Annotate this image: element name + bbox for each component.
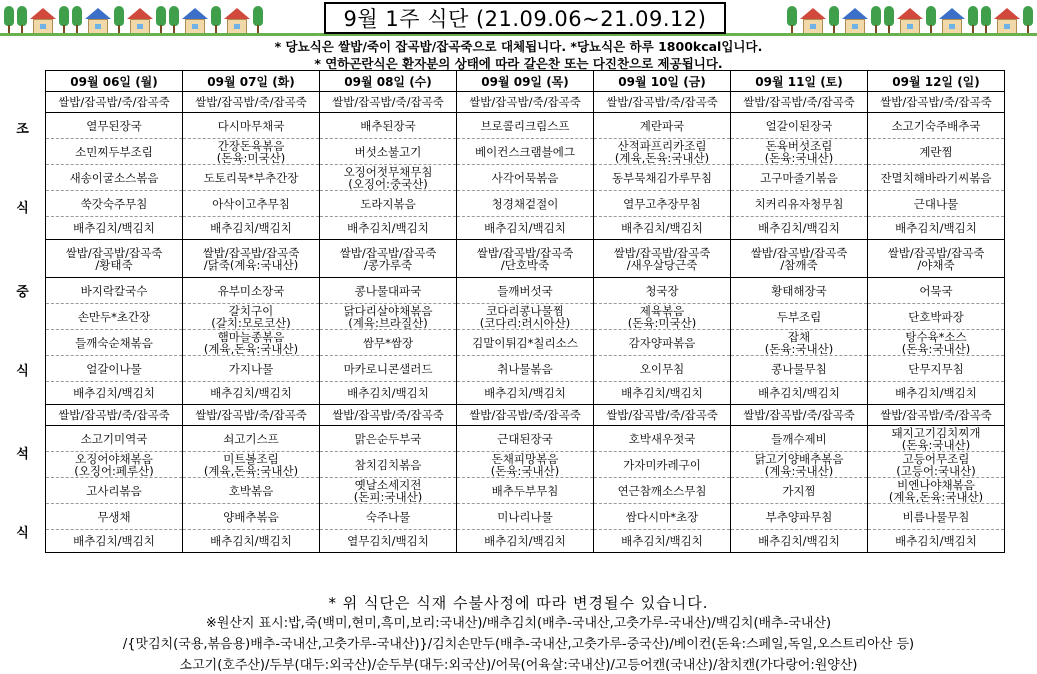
menu-item: 배추김치/백김치 bbox=[320, 217, 457, 240]
menu-item: 열무고추장무침 bbox=[594, 191, 731, 217]
tree-icon bbox=[72, 6, 82, 34]
menu-row-breakfast bbox=[46, 92, 1005, 113]
menu-item: 옛날소세지전 (돈피:국내산) bbox=[320, 478, 457, 504]
menu-item: 소고기숙주배추국 bbox=[868, 113, 1005, 139]
menu-item: 갈치구이 (갈치:모로코산) bbox=[183, 304, 320, 330]
menu-item: 열무된장국 bbox=[46, 113, 183, 139]
tree-icon bbox=[926, 6, 936, 34]
menu-item: 쌀밥/잡곡밥/죽/잡곡죽 bbox=[731, 405, 868, 426]
day-header: 09월 09일 (목) bbox=[457, 71, 594, 92]
menu-row-dinner bbox=[46, 478, 1005, 504]
menu-item: 산적파프리카조림 (계육,돈육:국내산) bbox=[594, 139, 731, 165]
menu-item: 배추김치/백김치 bbox=[46, 382, 183, 405]
footnote: * 위 식단은 식재 수불사정에 따라 변경될수 있습니다. bbox=[328, 594, 709, 612]
menu-item: 열무김치/백김치 bbox=[320, 530, 457, 553]
house-icon bbox=[939, 8, 965, 34]
menu-item: 들깨숙순채볶음 bbox=[46, 330, 183, 356]
tree-icon bbox=[1023, 6, 1033, 34]
menu-item: 얼갈이나물 bbox=[46, 356, 183, 382]
menu-row-lunch bbox=[46, 382, 1005, 405]
menu-item: 도라지볶음 bbox=[320, 191, 457, 217]
menu-item: 콩나물무침 bbox=[731, 356, 868, 382]
notice-diabetic: * 당뇨식은 쌀밥/죽이 잡곡밥/잡곡죽으로 대체됩니다. *당뇨식은 하루 1800kcal입니다. bbox=[274, 39, 763, 54]
menu-item: 치커리유자청무침 bbox=[731, 191, 868, 217]
decoration-left bbox=[4, 2, 263, 34]
menu-item: 숙주나물 bbox=[320, 504, 457, 530]
menu-item: 계란찜 bbox=[868, 139, 1005, 165]
menu-item: 쌀밥/잡곡밥/죽/잡곡죽 bbox=[183, 92, 320, 113]
menu-item: 미트볼조림 (계육,돈육:국내산) bbox=[183, 452, 320, 478]
house-icon bbox=[30, 8, 56, 34]
menu-row-dinner bbox=[46, 426, 1005, 452]
menu-item: 들깨수제비 bbox=[731, 426, 868, 452]
meal-label-breakfast: 조 식 bbox=[16, 122, 29, 216]
house-icon bbox=[127, 8, 153, 34]
menu-item: 청경채겉절이 bbox=[457, 191, 594, 217]
tree-icon bbox=[981, 6, 991, 34]
menu-row-dinner bbox=[46, 405, 1005, 426]
menu-item: 닭다리살야채볶음 (계육:브라질산) bbox=[320, 304, 457, 330]
menu-item: 배추김치/백김치 bbox=[594, 217, 731, 240]
menu-item: 배추김치/백김치 bbox=[183, 217, 320, 240]
menu-item: 고구마줄기볶음 bbox=[731, 165, 868, 191]
menu-item: 들깨버섯국 bbox=[457, 278, 594, 304]
menu-table bbox=[45, 70, 1005, 553]
menu-item: 코다리콩나물찜 (코다리:러시아산) bbox=[457, 304, 594, 330]
menu-item: 양배추볶음 bbox=[183, 504, 320, 530]
menu-item: 배추김치/백김치 bbox=[46, 217, 183, 240]
menu-row-dinner bbox=[46, 530, 1005, 553]
menu-item: 청국장 bbox=[594, 278, 731, 304]
house-icon bbox=[224, 8, 250, 34]
menu-item: 쌀밥/잡곡밥/죽/잡곡죽 bbox=[320, 92, 457, 113]
menu-item: 브로콜리크림스프 bbox=[457, 113, 594, 139]
menu-item: 배추김치/백김치 bbox=[320, 382, 457, 405]
menu-item: 배추김치/백김치 bbox=[457, 217, 594, 240]
menu-item: 취나물볶음 bbox=[457, 356, 594, 382]
menu-item: 쌀밥/잡곡밥/죽/잡곡죽 bbox=[868, 405, 1005, 426]
tree-icon bbox=[114, 6, 124, 34]
menu-item: 쌀밥/잡곡밥/죽/잡곡죽 bbox=[320, 405, 457, 426]
menu-item: 황태해장국 bbox=[731, 278, 868, 304]
tree-icon bbox=[871, 6, 881, 34]
house-icon bbox=[85, 8, 111, 34]
menu-row-lunch bbox=[46, 330, 1005, 356]
menu-item: 근대된장국 bbox=[457, 426, 594, 452]
origin-line: /{맛김치(국용,볶음용)배추-국내산,고춧가루-국내산)}/김치손만두(배추-국내산,고춧가루-중국산)/베이컨(돈육:스페일,독일,오스트리아산 등) bbox=[122, 637, 915, 652]
menu-item: 단무지무침 bbox=[868, 356, 1005, 382]
menu-item: 오징어젓무채무침 (오징어:중국산) bbox=[320, 165, 457, 191]
menu-item: 손만두*초간장 bbox=[46, 304, 183, 330]
menu-item: 고등어무조림 (고등어:국내산) bbox=[868, 452, 1005, 478]
menu-item: 쌀밥/잡곡밥/죽/잡곡죽 bbox=[46, 92, 183, 113]
tree-icon bbox=[17, 6, 27, 34]
menu-item: 무생채 bbox=[46, 504, 183, 530]
menu-item: 돈채피망볶음 (돈육:국내산) bbox=[457, 452, 594, 478]
menu-item: 쌈다시마*초장 bbox=[594, 504, 731, 530]
menu-item: 돈육버섯조림 (돈육:국내산) bbox=[731, 139, 868, 165]
menu-row-dinner bbox=[46, 452, 1005, 478]
menu-item: 소민찌두부조림 bbox=[46, 139, 183, 165]
house-icon bbox=[994, 8, 1020, 34]
menu-item: 간장돈육볶음 (돈육:미국산) bbox=[183, 139, 320, 165]
origin-line: ※원산지 표시:밥,죽(백미,현미,흑미,보리:국내산)/배추김치(배추-국내산,고춧가루-국내산)/백김치(배추-국내산) bbox=[205, 616, 832, 631]
menu-item: 부추양파무침 bbox=[731, 504, 868, 530]
house-icon bbox=[842, 8, 868, 34]
menu-item: 쌀밥/잡곡밥/잡곡죽 /황태죽 bbox=[46, 240, 183, 278]
menu-item: 콩나물대파국 bbox=[320, 278, 457, 304]
day-header: 09월 08일 (수) bbox=[320, 71, 457, 92]
menu-item: 배추김치/백김치 bbox=[868, 217, 1005, 240]
menu-item: 비름나물무침 bbox=[868, 504, 1005, 530]
menu-item: 새송이굴소스볶음 bbox=[46, 165, 183, 191]
menu-row-dinner bbox=[46, 504, 1005, 530]
menu-item: 고사리볶음 bbox=[46, 478, 183, 504]
menu-item: 소고기미역국 bbox=[46, 426, 183, 452]
meal-label-dinner: 석 식 bbox=[16, 447, 29, 541]
menu-item: 닭고기양배추볶음 (계육:국내산) bbox=[731, 452, 868, 478]
menu-item: 배추김치/백김치 bbox=[183, 530, 320, 553]
menu-row-breakfast bbox=[46, 191, 1005, 217]
tree-icon bbox=[884, 6, 894, 34]
day-header: 09월 10일 (금) bbox=[594, 71, 731, 92]
menu-item: 제육볶음 (돈육:미국산) bbox=[594, 304, 731, 330]
menu-item: 김말이튀김*칠리소스 bbox=[457, 330, 594, 356]
menu-item: 햄마늘종볶음 (계육,돈육:국내산) bbox=[183, 330, 320, 356]
day-header: 09월 11일 (토) bbox=[731, 71, 868, 92]
menu-item: 배추김치/백김치 bbox=[457, 382, 594, 405]
menu-item: 배추김치/백김치 bbox=[868, 382, 1005, 405]
notice-dysphagia: * 연하곤란식은 환자분의 상태에 따라 갈은찬 또는 다진찬으로 제공됩니다. bbox=[314, 56, 723, 71]
menu-item: 오징어야채볶음 (오징어:페루산) bbox=[46, 452, 183, 478]
day-header-row bbox=[46, 71, 1005, 92]
menu-item: 쌀밥/잡곡밥/죽/잡곡죽 bbox=[46, 405, 183, 426]
menu-item: 배추김치/백김치 bbox=[46, 530, 183, 553]
menu-row-breakfast bbox=[46, 139, 1005, 165]
menu-item: 쌀밥/잡곡밥/죽/잡곡죽 bbox=[183, 405, 320, 426]
menu-item: 오이무침 bbox=[594, 356, 731, 382]
menu-item: 두부조림 bbox=[731, 304, 868, 330]
menu-item: 배추김치/백김치 bbox=[594, 530, 731, 553]
menu-row-lunch bbox=[46, 304, 1005, 330]
menu-item: 쌀밥/잡곡밥/잡곡죽 /새우살당근죽 bbox=[594, 240, 731, 278]
menu-item: 가지찜 bbox=[731, 478, 868, 504]
house-icon bbox=[800, 8, 826, 34]
house-icon bbox=[897, 8, 923, 34]
menu-item: 배추김치/백김치 bbox=[594, 382, 731, 405]
menu-item: 유부미소장국 bbox=[183, 278, 320, 304]
menu-item: 쌀밥/잡곡밥/잡곡죽 /닭죽(계육:국내산) bbox=[183, 240, 320, 278]
menu-row-lunch bbox=[46, 356, 1005, 382]
menu-item: 쌀밥/잡곡밥/죽/잡곡죽 bbox=[594, 405, 731, 426]
header-banner bbox=[0, 0, 1037, 38]
menu-item: 얼갈이된장국 bbox=[731, 113, 868, 139]
menu-item: 배추김치/백김치 bbox=[731, 530, 868, 553]
menu-item: 연근참깨소스무침 bbox=[594, 478, 731, 504]
menu-item: 근대나물 bbox=[868, 191, 1005, 217]
origin-line: 소고기(호주산)/두부(대두:외국산)/순두부(대두:외국산)/어묵(어육살:국내산)/고등어캔(국내산)/참치캔(가다랑어:원양산) bbox=[179, 658, 858, 673]
tree-icon bbox=[253, 6, 263, 34]
menu-row-breakfast bbox=[46, 165, 1005, 191]
menu-item: 바지락칼국수 bbox=[46, 278, 183, 304]
menu-item: 단호박파장 bbox=[868, 304, 1005, 330]
menu-item: 쌈무*쌈장 bbox=[320, 330, 457, 356]
menu-item: 배추김치/백김치 bbox=[868, 530, 1005, 553]
menu-item: 쌀밥/잡곡밥/잡곡죽 /콩가루죽 bbox=[320, 240, 457, 278]
day-header: 09월 06일 (월) bbox=[46, 71, 183, 92]
tree-icon bbox=[211, 6, 221, 34]
menu-item: 쌀밥/잡곡밥/죽/잡곡죽 bbox=[457, 92, 594, 113]
menu-item: 쌀밥/잡곡밥/잡곡죽 /참깨죽 bbox=[731, 240, 868, 278]
menu-item: 어묵국 bbox=[868, 278, 1005, 304]
menu-row-lunch bbox=[46, 278, 1005, 304]
tree-icon bbox=[4, 6, 14, 34]
menu-item: 호박새우젓국 bbox=[594, 426, 731, 452]
tree-icon bbox=[169, 6, 179, 34]
menu-row-breakfast bbox=[46, 217, 1005, 240]
menu-item: 돼지고기김치찌개 (돈육:국내산) bbox=[868, 426, 1005, 452]
decoration-right bbox=[787, 2, 1033, 34]
day-header: 09월 12일 (일) bbox=[868, 71, 1005, 92]
menu-item: 사각어묵볶음 bbox=[457, 165, 594, 191]
menu-item: 쌀밥/잡곡밥/잡곡죽 /단호박죽 bbox=[457, 240, 594, 278]
menu-item: 동부묵채김가루무침 bbox=[594, 165, 731, 191]
menu-item: 베이컨스크램블에그 bbox=[457, 139, 594, 165]
menu-item: 버섯소불고기 bbox=[320, 139, 457, 165]
menu-row-lunch bbox=[46, 240, 1005, 278]
meal-label-lunch: 중 식 bbox=[16, 284, 29, 379]
menu-item: 배추김치/백김치 bbox=[731, 217, 868, 240]
menu-item: 도토리묵*부추간장 bbox=[183, 165, 320, 191]
menu-item: 비엔나야채볶음 (계육,돈육:국내산) bbox=[868, 478, 1005, 504]
menu-item: 배추김치/백김치 bbox=[457, 530, 594, 553]
menu-item: 배추김치/백김치 bbox=[183, 382, 320, 405]
page-title: 9월 1주 식단 (21.09.06~21.09.12) bbox=[324, 2, 726, 34]
menu-item: 계란파국 bbox=[594, 113, 731, 139]
menu-item: 쇠고기스프 bbox=[183, 426, 320, 452]
menu-item: 잡채 (돈육:국내산) bbox=[731, 330, 868, 356]
menu-item: 배추된장국 bbox=[320, 113, 457, 139]
menu-body bbox=[46, 92, 1005, 553]
menu-item: 쑥갓숙주무침 bbox=[46, 191, 183, 217]
tree-icon bbox=[787, 6, 797, 34]
menu-item: 쌀밥/잡곡밥/죽/잡곡죽 bbox=[731, 92, 868, 113]
menu-item: 미나리나물 bbox=[457, 504, 594, 530]
menu-item: 참치김치볶음 bbox=[320, 452, 457, 478]
tree-icon bbox=[829, 6, 839, 34]
menu-item: 쌀밥/잡곡밥/죽/잡곡죽 bbox=[457, 405, 594, 426]
menu-item: 마카로니콘샐러드 bbox=[320, 356, 457, 382]
day-header: 09월 07일 (화) bbox=[183, 71, 320, 92]
tree-icon bbox=[59, 6, 69, 34]
tree-icon bbox=[968, 6, 978, 34]
menu-item: 호박볶음 bbox=[183, 478, 320, 504]
menu-item: 감자양파볶음 bbox=[594, 330, 731, 356]
menu-item: 잔멸치해바라기씨볶음 bbox=[868, 165, 1005, 191]
house-icon bbox=[182, 8, 208, 34]
menu-item: 다시마무채국 bbox=[183, 113, 320, 139]
menu-item: 가자미카레구이 bbox=[594, 452, 731, 478]
menu-row-breakfast bbox=[46, 113, 1005, 139]
menu-item: 쌀밥/잡곡밥/잡곡죽 /야채죽 bbox=[868, 240, 1005, 278]
menu-item: 배추김치/백김치 bbox=[731, 382, 868, 405]
menu-item: 쌀밥/잡곡밥/죽/잡곡죽 bbox=[868, 92, 1005, 113]
menu-item: 맑은순두부국 bbox=[320, 426, 457, 452]
tree-icon bbox=[156, 6, 166, 34]
menu-item: 가지나물 bbox=[183, 356, 320, 382]
menu-item: 배추두부무침 bbox=[457, 478, 594, 504]
menu-item: 탕수육*소스 (돈육:국내산) bbox=[868, 330, 1005, 356]
menu-item: 쌀밥/잡곡밥/죽/잡곡죽 bbox=[594, 92, 731, 113]
menu-item: 아삭이고추무침 bbox=[183, 191, 320, 217]
